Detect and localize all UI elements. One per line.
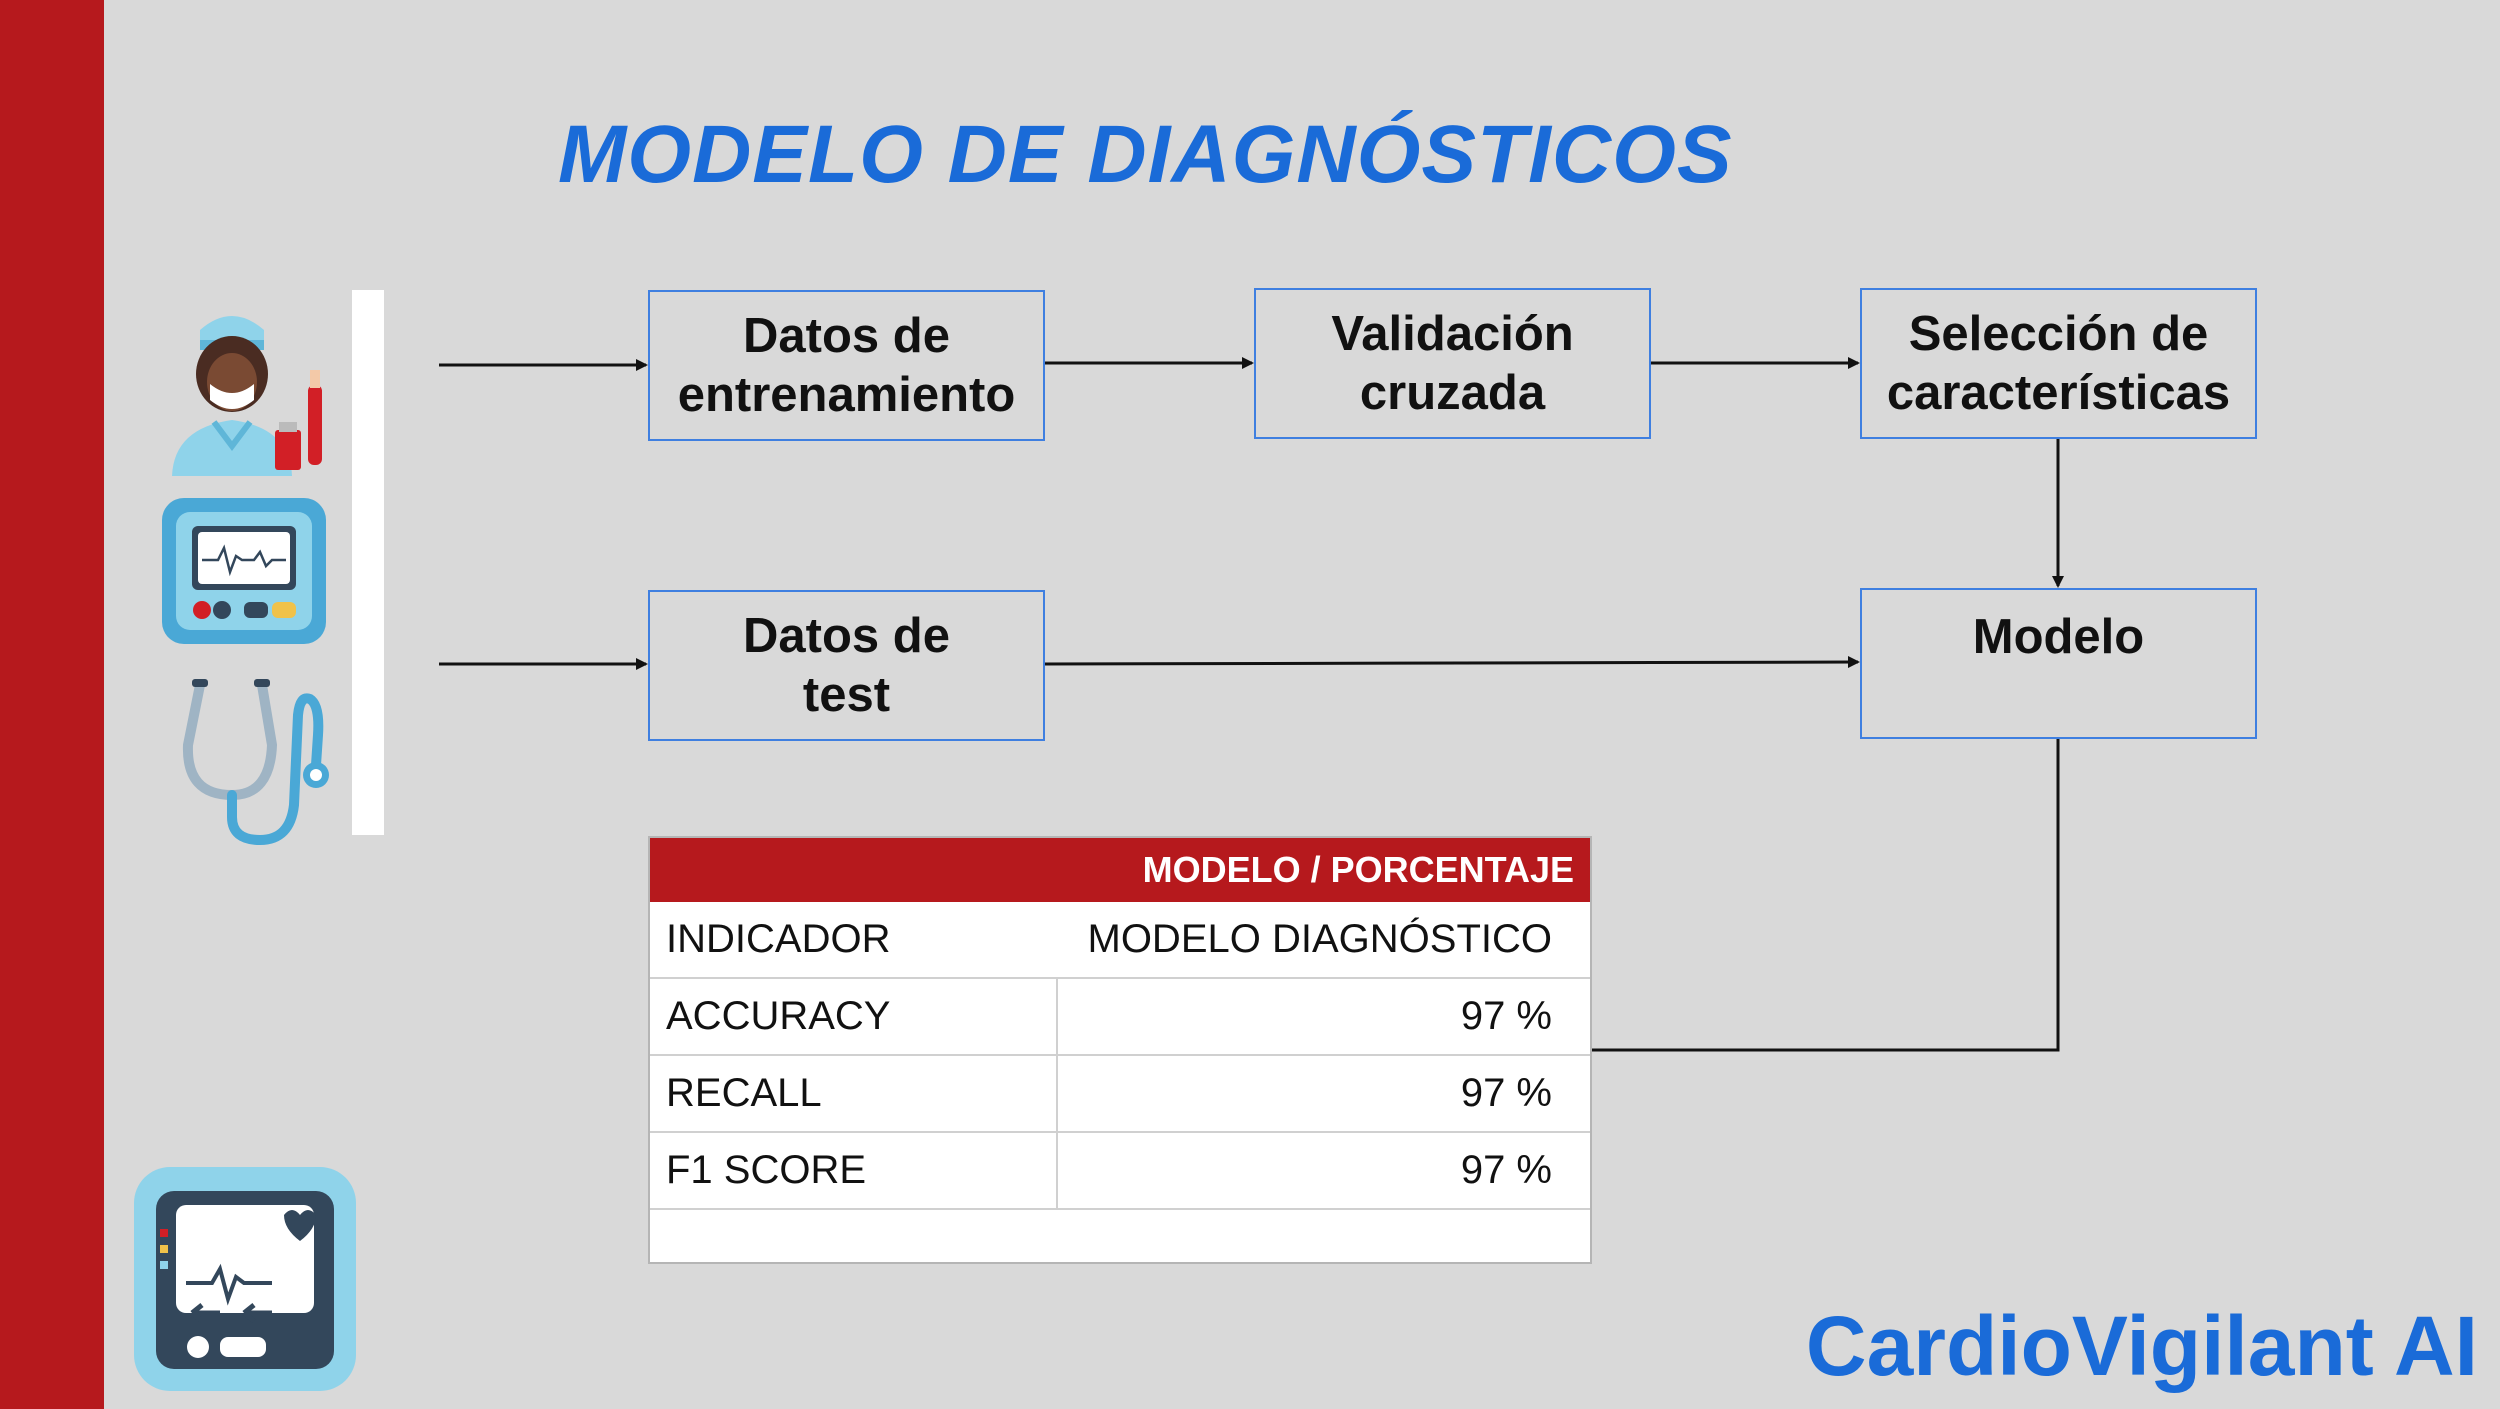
results-table xyxy=(648,836,1592,1264)
connector-model-table xyxy=(1592,739,2058,1050)
nurse-icon xyxy=(160,290,340,480)
app-logo-icon xyxy=(132,1165,358,1393)
table-row xyxy=(650,1133,1590,1210)
table-column-row xyxy=(650,902,1590,979)
column-model: MODELO DIAGNÓSTICO xyxy=(1087,917,1552,961)
test-data-box xyxy=(648,590,1045,741)
model-box xyxy=(1860,588,2257,739)
page-title: MODELO DE DIAGNÓSTICOS xyxy=(558,109,1733,200)
test-data-label: Datos de test xyxy=(743,608,950,722)
table-row xyxy=(650,1056,1590,1133)
table-row xyxy=(650,979,1590,1056)
cross-validation-label: Validación cruzada xyxy=(1331,306,1574,420)
row-value: 97 % xyxy=(1460,994,1552,1038)
model-label: Modelo xyxy=(1972,610,2145,664)
row-value: 97 % xyxy=(1460,1148,1552,1192)
row-indicator: RECALL xyxy=(650,1056,1058,1131)
training-data-label: Datos de entrenamiento xyxy=(677,308,1016,422)
white-divider-strip xyxy=(352,290,384,835)
table-header: MODELO / PORCENTAJE xyxy=(650,838,1590,902)
heart-monitor-icon xyxy=(158,494,330,649)
arrow-test-model xyxy=(1043,662,1858,664)
column-indicator: INDICADOR xyxy=(666,917,891,961)
row-value: 97 % xyxy=(1460,1071,1552,1115)
feature-selection-box xyxy=(1860,288,2257,439)
row-indicator: ACCURACY xyxy=(650,979,1058,1054)
feature-selection-label: Selección de características xyxy=(1886,306,2231,420)
brand-name: CardioVigilant AI xyxy=(1805,1299,2478,1393)
row-indicator: F1 SCORE xyxy=(650,1133,1058,1208)
left-accent-bar xyxy=(0,0,104,1409)
cross-validation-box xyxy=(1254,288,1651,439)
stethoscope-icon xyxy=(170,675,340,850)
training-data-box xyxy=(648,290,1045,441)
